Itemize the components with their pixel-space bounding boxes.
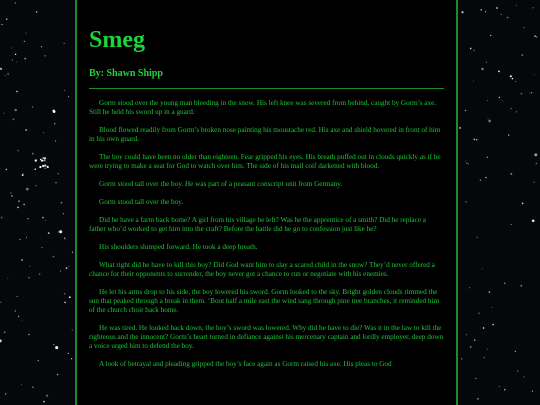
star (17, 296, 18, 297)
star (487, 349, 488, 350)
star (0, 339, 2, 342)
star (42, 217, 44, 219)
star (48, 232, 50, 234)
star (43, 159, 45, 161)
star (64, 237, 65, 238)
star (482, 268, 483, 269)
star (19, 239, 20, 240)
star (0, 302, 1, 303)
star (24, 41, 25, 42)
star (534, 153, 537, 156)
star (499, 97, 500, 98)
star (24, 58, 26, 60)
story-byline: By: Shawn Shipp (89, 68, 163, 79)
star (17, 150, 18, 151)
star (529, 93, 530, 94)
star (64, 302, 66, 304)
star (26, 33, 27, 34)
star (25, 129, 27, 131)
star (485, 11, 486, 12)
title-divider (89, 88, 444, 89)
star (461, 358, 462, 359)
star (533, 182, 534, 183)
star (507, 17, 509, 19)
star (474, 339, 476, 341)
star (32, 386, 33, 387)
star (465, 201, 466, 202)
star (64, 293, 66, 295)
star (72, 329, 73, 330)
star (532, 390, 533, 391)
story-title: Smeg (89, 27, 145, 53)
star (41, 247, 42, 248)
star (516, 5, 517, 6)
star (486, 62, 487, 63)
star (476, 139, 477, 140)
star (6, 169, 7, 170)
star (531, 92, 532, 93)
star (510, 173, 512, 175)
star (7, 73, 9, 75)
story-paragraph: A look of betrayal and pleading gripped the boy’s face again as Gorm raised his axe. His pleas to God (99, 360, 392, 368)
star (0, 68, 1, 69)
star (36, 11, 38, 13)
star (478, 312, 480, 314)
star (15, 2, 16, 3)
star (492, 324, 494, 326)
star (521, 54, 523, 56)
star (511, 224, 512, 225)
star (485, 177, 486, 178)
star (515, 81, 516, 82)
star (14, 109, 16, 111)
star (35, 185, 36, 186)
star (508, 134, 509, 135)
star (466, 163, 467, 164)
star (63, 43, 64, 44)
star (26, 188, 29, 191)
star (64, 90, 65, 91)
star (44, 55, 46, 57)
star (536, 163, 537, 164)
star (32, 153, 33, 154)
star (484, 357, 486, 359)
star (488, 120, 491, 123)
star (68, 96, 69, 97)
star (501, 14, 502, 15)
star (532, 7, 533, 8)
star (38, 360, 39, 361)
star (461, 11, 463, 13)
star (5, 75, 6, 76)
star (55, 346, 58, 349)
star (53, 256, 55, 258)
story-paragraph: He let his arms drop to his side, the boy lowered his sword. Gorm looked to the sky. Bright golden clouds rimmed the sun that peaked through a break in them. ‘Bout half a mile east the wind sang through pine tree branches, it reminded him of the church choir back home. (89, 288, 440, 314)
story-paragraph: Did he have a farm back home? A girl from his village he left? Was he the apprentice of a smith? Did he replace a father who’d worked to get him into the craft? Before the battle did he go to confession just like he? (89, 216, 426, 233)
star (46, 395, 48, 397)
star (466, 334, 467, 335)
star (26, 237, 27, 238)
star (473, 50, 475, 52)
story-paragraph: Gorm stood tall over the boy. (99, 198, 184, 206)
story-paragraph: Blood flowed readily from Gorm’s broken nose painting his moustache red. His axe and shield hovered in front of him in his own guard. (89, 126, 441, 143)
star (11, 47, 12, 48)
story-paragraph: His shoulders slumped forward. He took a deep breath. (99, 243, 258, 251)
star (521, 93, 523, 95)
story-paragraph: The boy could have been no older than eighteen. Fear gripped his eyes. His breath puffed out in clouds quickly as if he were trying to make a seat for God to watch over him. The side of his mail coif darkened with blood. (89, 153, 441, 170)
star (477, 237, 478, 238)
star (488, 118, 489, 119)
star (45, 220, 46, 221)
star (21, 259, 23, 261)
star (44, 157, 46, 159)
star (29, 277, 30, 278)
star (504, 389, 505, 390)
star (47, 166, 49, 168)
star (504, 283, 505, 284)
star (72, 252, 73, 253)
star (16, 62, 17, 63)
star (54, 123, 55, 124)
star (42, 165, 44, 167)
star (499, 386, 500, 387)
star (61, 202, 63, 204)
star (487, 157, 488, 158)
star (536, 36, 538, 38)
star (6, 19, 7, 20)
story-paragraph: He was tired. He looked back down, the boy’s sword was lowered. Why did he have to die? Was it in the law to kill the righteous and the innocent? Gorm’s heart turned in defiance against his mercenary captain and lordly employer, deep down a voice urged him to defend the boy. (89, 324, 444, 350)
star (468, 163, 469, 164)
star (27, 218, 28, 219)
story-paragraph: What right did he have to kill this boy? Did God want him to slay a scared child in the snow? They’d never offered a chance for their opponents to surrender, the boy never got a chance to run or negotiate with his enemies. (89, 261, 435, 278)
star (18, 316, 19, 317)
star (487, 100, 488, 101)
star (60, 271, 61, 272)
star (465, 110, 467, 112)
star (29, 266, 30, 267)
star (68, 353, 69, 354)
star (18, 200, 19, 201)
star (57, 173, 59, 175)
star (465, 161, 466, 162)
star (15, 310, 16, 311)
star (3, 113, 4, 114)
star (492, 307, 493, 308)
star (473, 80, 474, 81)
story-paragraph: Gorm stood tall over the boy. He was part of a peasant conscript unit from Germany. (99, 180, 343, 188)
star (470, 48, 472, 50)
star (475, 378, 476, 379)
star (23, 204, 24, 205)
star (39, 166, 41, 168)
star (480, 180, 481, 181)
star (34, 168, 36, 170)
star (7, 278, 8, 279)
story-page (75, 0, 458, 405)
star (5, 393, 6, 394)
story-paragraph: Gorm stood over the young man bleeding in the snow. His left knee was severed from behind, caught by Gorm’s axe. Still he held his sword up in a guard. (89, 99, 437, 116)
star (16, 91, 18, 93)
star (21, 384, 22, 385)
star (68, 266, 69, 267)
star (40, 159, 42, 161)
star (520, 285, 522, 287)
star (17, 207, 19, 209)
star (483, 327, 485, 329)
star (57, 374, 59, 376)
star (470, 346, 472, 348)
star (15, 54, 16, 55)
star (10, 192, 11, 193)
star (496, 7, 498, 9)
star (59, 230, 62, 233)
story-body (89, 99, 444, 369)
star (55, 140, 56, 141)
star (32, 106, 34, 108)
star (469, 287, 470, 288)
star (42, 157, 44, 159)
star (45, 168, 46, 169)
star (41, 46, 42, 47)
star (534, 74, 535, 75)
star (477, 398, 479, 400)
star (490, 35, 491, 36)
star (52, 110, 54, 112)
star (489, 291, 490, 292)
star (523, 376, 524, 377)
star (480, 9, 482, 11)
star (498, 71, 500, 73)
star (481, 68, 483, 70)
star (502, 100, 503, 101)
star (524, 27, 525, 28)
star (517, 370, 518, 371)
star (459, 127, 461, 129)
star (511, 108, 512, 109)
star (53, 344, 54, 345)
star (22, 174, 23, 175)
star (532, 219, 535, 222)
star (21, 320, 22, 321)
star (512, 78, 514, 80)
star (516, 111, 517, 112)
star (13, 118, 15, 120)
star (4, 331, 6, 333)
star (69, 296, 71, 298)
star (473, 139, 475, 141)
star (63, 213, 64, 214)
star (534, 35, 536, 37)
star (28, 334, 29, 335)
star (39, 273, 41, 275)
star (12, 60, 13, 61)
star (66, 267, 68, 269)
star (1, 217, 3, 219)
star (510, 75, 512, 77)
star (11, 195, 12, 196)
star (43, 132, 44, 133)
star (71, 358, 72, 359)
star (1, 24, 2, 25)
star (522, 203, 524, 205)
star (55, 182, 56, 183)
star (35, 161, 36, 162)
star (43, 401, 45, 403)
star (515, 351, 516, 352)
